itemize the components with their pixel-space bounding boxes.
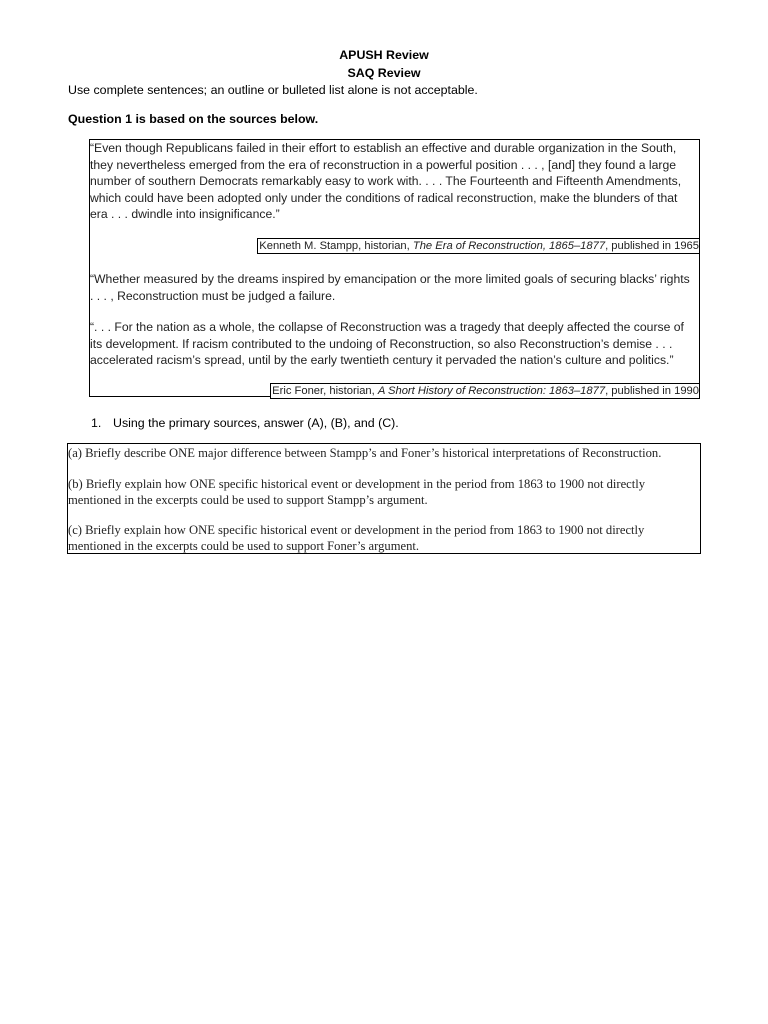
stampp-citation-published: , published in 1965	[605, 240, 699, 252]
prompt-number: 1.	[91, 416, 102, 430]
question-a: (a) Briefly describe ONE major difference between Stampp’s and Foner’s historical interpretations of Reconstruction.	[68, 446, 662, 460]
question-b: (b) Briefly explain how ONE specific historical event or development in the period from 1863 to 1900 not directly mentioned in the excerpts could be used to support Stampp’s argument.	[68, 477, 646, 507]
stampp-citation-author: Kenneth M. Stampp, historian,	[259, 240, 413, 252]
question-heading: Question 1 is based on the sources below.	[68, 112, 319, 126]
sources-box	[89, 139, 700, 397]
stampp-quote: “Even though Republicans failed in their effort to establish an effective and durable organization in the South, they nevertheless emerged from the era of reconstruction in a powerful position . . . , [and] they found a large number of southern Democrats remarkably easy to work with. . . . The Fourteenth and Fifteenth Amendments, which could have been adopted only under the conditions of radical reconstruction, make the blunders of that era . . . dwindle into insignificance.”	[90, 141, 682, 222]
page-title: APUSH Review	[339, 48, 429, 62]
question-prompt	[91, 415, 399, 432]
prompt-text: Using the primary sources, answer (A), (B), and (C).	[113, 416, 399, 430]
foner-quote-1: “Whether measured by the dreams inspired by emancipation or the more limited goals of securing blacks’ rights . . . , Reconstruction must be judged a failure.	[90, 272, 690, 303]
questions-box	[67, 443, 701, 554]
question-c: (c) Briefly explain how ONE specific historical event or development in the period from 1863 to 1900 not directly mentioned in the excerpts could be used to support Foner’s argument.	[68, 523, 645, 553]
foner-citation-author: Eric Foner, historian,	[272, 385, 378, 397]
foner-quote-2: “. . . For the nation as a whole, the collapse of Reconstruction was a tragedy that deeply affected the course of its development. If racism contributed to the undoing of Reconstruction, so also Reconstruction’s demise . . . accelerated racism’s spread, until by the early twentieth century it pervaded the nation’s culture and politics.”	[90, 320, 684, 368]
stampp-citation	[257, 238, 700, 254]
page-subtitle: SAQ Review	[347, 66, 421, 80]
foner-citation-work: A Short History of Reconstruction: 1863–1877	[377, 385, 606, 397]
instructions: Use complete sentences; an outline or bulleted list alone is not acceptable.	[68, 83, 478, 97]
foner-citation	[270, 383, 700, 399]
stampp-citation-work: The Era of Reconstruction, 1865–1877	[412, 240, 606, 252]
foner-citation-published: , published in 1990	[605, 385, 699, 397]
